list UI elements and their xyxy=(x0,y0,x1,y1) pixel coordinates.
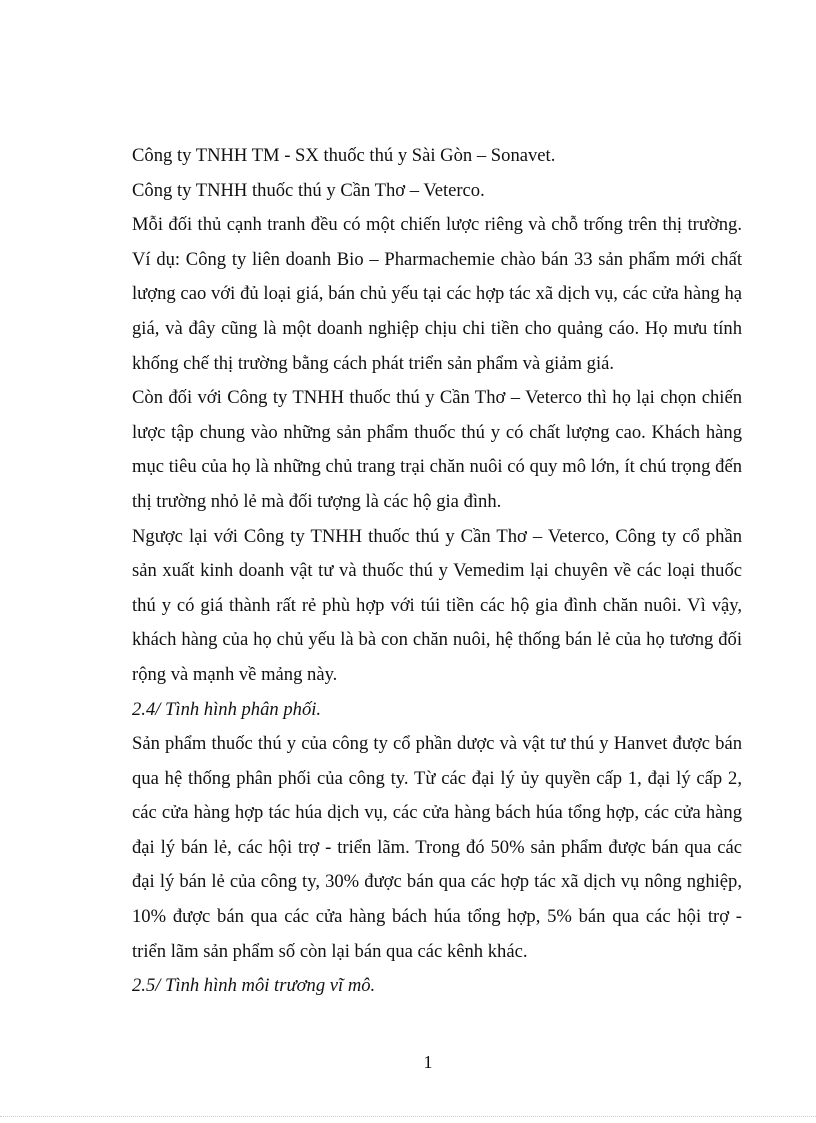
paragraph-competitors: Mỗi đối thủ cạnh tranh đều có một chiến lược riêng và chỗ trống trên thị trường. Ví dụ: Công ty liên doanh Bio – Pharmachemie chào bán 33 sản phẩm mới chất lượng cao với đủ loại giá, bán chủ yếu tại các hợp tác xã dịch vụ, các cửa hàng hạ giá, và đây cũng là một doanh nghiệp chịu chi tiền cho quảng cáo. Họ mưu tính khống chế thị trường bằng cách phát triển sản phẩm và giảm giá. xyxy=(132,214,742,374)
paragraph-veterco: Còn đối với Công ty TNHH thuốc thú y Cần Thơ – Veterco thì họ lại chọn chiến lược tập chung vào những sản phẩm thuốc thú y có chất lượng cao. Khách hàng mục tiêu của họ là những chủ trang trại chăn nuôi có quy mô lớn, ít chú trọng đến thị trường nhỏ lẻ mà đối tượng là các hộ gia đình. xyxy=(132,387,742,512)
body-text xyxy=(132,139,742,1004)
page-number: 1 xyxy=(423,1052,433,1072)
line-company-veterco xyxy=(132,174,742,209)
paragraph-vemedim: Ngược lại với Công ty TNHH thuốc thú y Cần Thơ – Veterco, Công ty cổ phần sản xuất kinh doanh vật tư và thuốc thú y Vemedim lại chuyên về các loại thuốc thú y có giá thành rất rẻ phù hợp với túi tiền các hộ gia đình chăn nuôi. Vì vậy, khách hàng của họ chủ yếu là bà con chăn nuôi, hệ thống bán lẻ của họ tương đối rộng và mạnh về mảng này. xyxy=(132,525,742,685)
page-bottom-divider xyxy=(0,1116,816,1117)
section-heading-2-4: 2.4/ Tình hình phân phối. xyxy=(132,698,322,720)
line-company-sonavet xyxy=(132,139,742,174)
line-text: Công ty TNHH TM - SX thuốc thú y Sài Gòn – Sonavet. xyxy=(132,145,556,166)
line-text: Công ty TNHH thuốc thú y Cần Thơ – Veterco. xyxy=(132,179,485,201)
section-heading-2-5: 2.5/ Tình hình môi trương vĩ mô. xyxy=(132,975,376,997)
paragraph-distribution: Sản phẩm thuốc thú y của công ty cổ phần dược và vật tư thú y Hanvet được bán qua hệ thống phân phối của công ty. Từ các đại lý ủy quyền cấp 1, đại lý cấp 2, các cửa hàng hợp tác húa dịch vụ, các cửa hàng bách húa tổng hợp, các cửa hàng đại lý bán lẻ, các hội trợ - triển lãm. Trong đó 50% sản phẩm được bán qua các đại lý bán lẻ của công ty, 30% được bán qua các hợp tác xã dịch vụ nông nghiệp, 10% được bán qua các cửa hàng bách húa tổng hợp, 5% bán qua các hội trợ - triển lãm sản phẩm số còn lại bán qua các kênh khác. xyxy=(132,733,742,962)
